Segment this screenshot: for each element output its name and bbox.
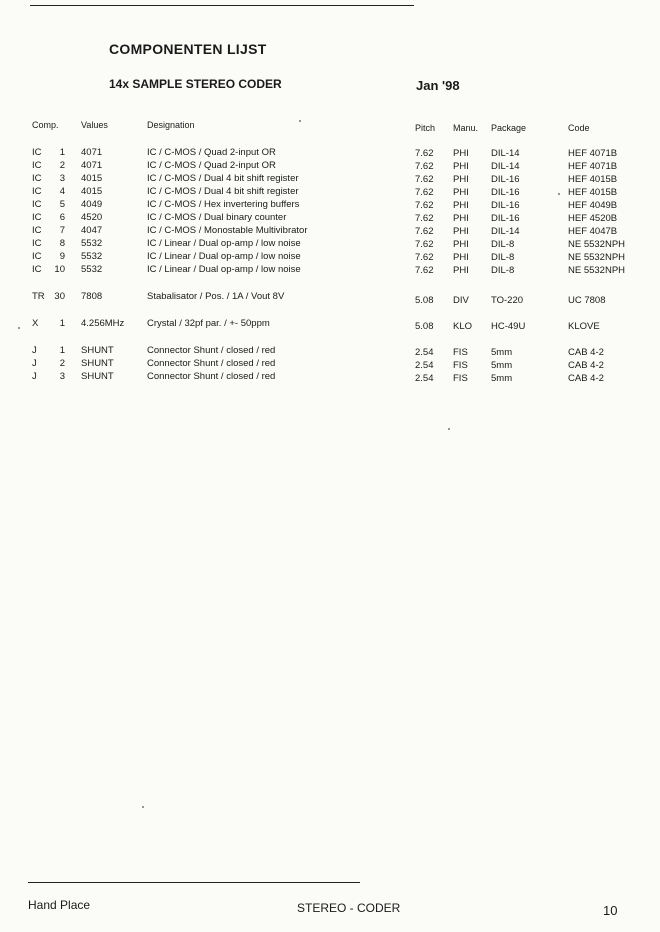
cell-value: SHUNT xyxy=(81,371,114,382)
table-row xyxy=(0,251,660,264)
cell-package: 5mm xyxy=(491,360,513,371)
header-values: Values xyxy=(81,120,108,130)
cell-code: NE 5532NPH xyxy=(568,239,626,250)
cell-comp: IC xyxy=(32,251,42,262)
header-package: Package xyxy=(491,123,527,133)
cell-pitch: 7.62 xyxy=(415,252,434,263)
footer-left: Hand Place xyxy=(28,898,91,912)
cell-value: 4520 xyxy=(81,212,103,223)
cell-code: NE 5532NPH xyxy=(568,265,626,276)
cell-num: 1 xyxy=(59,318,65,329)
cell-manu: PHI xyxy=(453,187,469,198)
footer-center: STEREO - CODER xyxy=(297,901,401,915)
top-rule xyxy=(30,5,414,6)
cell-manu: PHI xyxy=(453,174,469,185)
table-row xyxy=(0,264,660,277)
cell-designation: Connector Shunt / closed / red xyxy=(147,371,276,382)
cell-code: HEF 4520B xyxy=(568,213,618,224)
cell-code: CAB 4-2 xyxy=(568,373,604,384)
cell-value: 5532 xyxy=(81,264,103,275)
cell-package: DIL-16 xyxy=(491,187,520,198)
cell-package: DIL-8 xyxy=(491,239,515,250)
cell-designation: IC / C-MOS / Hex invertering buffers xyxy=(147,199,300,210)
cell-package: DIL-14 xyxy=(491,148,520,159)
cell-designation: Connector Shunt / closed / red xyxy=(147,358,276,369)
scan-speck xyxy=(142,806,144,808)
cell-designation: IC / C-MOS / Quad 2-input OR xyxy=(147,147,276,158)
cell-value: 4.256MHz xyxy=(81,318,125,329)
cell-manu: FIS xyxy=(453,373,468,384)
cell-package: 5mm xyxy=(491,347,513,358)
cell-pitch: 7.62 xyxy=(415,200,434,211)
scan-speck xyxy=(18,327,20,329)
cell-designation: IC / C-MOS / Dual 4 bit shift register xyxy=(147,173,299,184)
cell-pitch: 7.62 xyxy=(415,148,434,159)
cell-pitch: 7.62 xyxy=(415,213,434,224)
scan-speck xyxy=(558,193,560,195)
cell-package: DIL-14 xyxy=(491,161,520,172)
table-row xyxy=(0,358,660,371)
cell-num: 9 xyxy=(59,251,65,262)
cell-designation: IC / C-MOS / Dual binary counter xyxy=(147,212,287,223)
cell-manu: PHI xyxy=(453,252,469,263)
table-row xyxy=(0,199,660,212)
cell-comp: IC xyxy=(32,225,42,236)
header-pitch: Pitch xyxy=(415,123,436,133)
cell-package: 5mm xyxy=(491,373,513,384)
cell-package: DIL-16 xyxy=(491,200,520,211)
cell-num: 7 xyxy=(59,225,65,236)
cell-manu: KLO xyxy=(453,321,473,332)
cell-designation: IC / C-MOS / Dual 4 bit shift register xyxy=(147,186,299,197)
table-row xyxy=(0,345,660,358)
cell-comp: IC xyxy=(32,264,42,275)
cell-value: 4071 xyxy=(81,160,103,171)
cell-package: DIL-8 xyxy=(491,265,515,276)
cell-pitch: 2.54 xyxy=(415,347,434,358)
cell-comp: IC xyxy=(32,147,42,158)
cell-code: NE 5532NPH xyxy=(568,252,626,263)
table-row xyxy=(0,318,660,331)
cell-comp: IC xyxy=(32,173,42,184)
cell-code: KLOVE xyxy=(568,321,600,332)
cell-value: SHUNT xyxy=(81,345,114,356)
cell-code: HEF 4015B xyxy=(568,187,618,198)
cell-pitch: 2.54 xyxy=(415,360,434,371)
cell-pitch: 5.08 xyxy=(415,321,434,332)
cell-pitch: 2.54 xyxy=(415,373,434,384)
cell-code: CAB 4-2 xyxy=(568,360,604,371)
cell-pitch: 7.62 xyxy=(415,187,434,198)
header-designation: Designation xyxy=(147,120,195,130)
cell-manu: FIS xyxy=(453,347,468,358)
cell-num: 2 xyxy=(59,160,65,171)
cell-value: 4015 xyxy=(81,186,103,197)
cell-package: HC-49U xyxy=(491,321,526,332)
cell-code: UC 7808 xyxy=(568,295,606,306)
cell-comp: IC xyxy=(32,199,42,210)
cell-value: SHUNT xyxy=(81,358,114,369)
scan-speck xyxy=(448,428,450,430)
cell-package: DIL-16 xyxy=(491,174,520,185)
scan-speck xyxy=(299,120,301,122)
table-row xyxy=(0,160,660,173)
cell-designation: IC / Linear / Dual op-amp / low noise xyxy=(147,238,301,249)
cell-comp: IC xyxy=(32,160,42,171)
cell-designation: IC / Linear / Dual op-amp / low noise xyxy=(147,264,301,275)
cell-designation: Crystal / 32pf par. / +- 50ppm xyxy=(147,318,270,329)
cell-value: 4049 xyxy=(81,199,103,210)
table-row xyxy=(0,225,660,238)
document-title: COMPONENTEN LIJST xyxy=(109,41,267,57)
cell-value: 5532 xyxy=(81,238,103,249)
cell-pitch: 7.62 xyxy=(415,174,434,185)
cell-designation: IC / Linear / Dual op-amp / low noise xyxy=(147,251,301,262)
cell-num: 3 xyxy=(59,173,65,184)
cell-comp: TR xyxy=(32,291,45,302)
cell-num: 6 xyxy=(59,212,65,223)
table-row xyxy=(0,212,660,225)
cell-code: CAB 4-2 xyxy=(568,347,604,358)
document-date: Jan '98 xyxy=(416,78,460,93)
header-code: Code xyxy=(568,123,590,133)
cell-comp: IC xyxy=(32,238,42,249)
header-comp: Comp. xyxy=(32,120,59,130)
cell-pitch: 7.62 xyxy=(415,161,434,172)
cell-code: HEF 4047B xyxy=(568,226,618,237)
cell-code: HEF 4049B xyxy=(568,200,618,211)
cell-package: TO-220 xyxy=(491,295,524,306)
cell-package: DIL-16 xyxy=(491,213,520,224)
cell-pitch: 7.62 xyxy=(415,239,434,250)
header-manu: Manu. xyxy=(453,123,479,133)
cell-comp: J xyxy=(32,371,37,382)
cell-comp: IC xyxy=(32,212,42,223)
cell-code: HEF 4071B xyxy=(568,161,618,172)
cell-num: 3 xyxy=(59,371,65,382)
cell-code: HEF 4015B xyxy=(568,174,618,185)
cell-comp: X xyxy=(32,318,39,329)
table-row xyxy=(0,291,660,304)
cell-manu: PHI xyxy=(453,213,469,224)
cell-comp: IC xyxy=(32,186,42,197)
cell-value: 4071 xyxy=(81,147,103,158)
cell-manu: PHI xyxy=(453,239,469,250)
cell-package: DIL-8 xyxy=(491,252,515,263)
cell-pitch: 7.62 xyxy=(415,226,434,237)
cell-num: 1 xyxy=(59,345,65,356)
cell-designation: Connector Shunt / closed / red xyxy=(147,345,276,356)
cell-designation: IC / C-MOS / Monostable Multivibrator xyxy=(147,225,308,236)
document-subtitle: 14x SAMPLE STEREO CODER xyxy=(109,77,282,91)
cell-manu: DIV xyxy=(453,295,469,306)
cell-manu: PHI xyxy=(453,200,469,211)
cell-package: DIL-14 xyxy=(491,226,520,237)
cell-num: 5 xyxy=(59,199,65,210)
cell-num: 8 xyxy=(59,238,65,249)
table-row xyxy=(0,173,660,186)
cell-num: 4 xyxy=(59,186,65,197)
cell-manu: FIS xyxy=(453,360,468,371)
cell-value: 4047 xyxy=(81,225,103,236)
cell-value: 5532 xyxy=(81,251,103,262)
table-row xyxy=(0,238,660,251)
cell-manu: PHI xyxy=(453,226,469,237)
cell-comp: J xyxy=(32,345,37,356)
table-row xyxy=(0,371,660,384)
cell-value: 4015 xyxy=(81,173,103,184)
cell-pitch: 5.08 xyxy=(415,295,434,306)
cell-manu: PHI xyxy=(453,161,469,172)
table-row xyxy=(0,186,660,199)
cell-manu: PHI xyxy=(453,265,469,276)
cell-pitch: 7.62 xyxy=(415,265,434,276)
cell-num: 2 xyxy=(59,358,65,369)
cell-designation: IC / C-MOS / Quad 2-input OR xyxy=(147,160,276,171)
cell-num: 30 xyxy=(54,291,65,302)
cell-comp: J xyxy=(32,358,37,369)
bottom-rule xyxy=(28,882,360,883)
cell-designation: Stabalisator / Pos. / 1A / Vout 8V xyxy=(147,291,285,302)
page-number: 10 xyxy=(603,903,618,918)
cell-num: 1 xyxy=(59,147,65,158)
cell-num: 10 xyxy=(54,264,65,275)
cell-value: 7808 xyxy=(81,291,103,302)
cell-code: HEF 4071B xyxy=(568,148,618,159)
cell-manu: PHI xyxy=(453,148,469,159)
table-row xyxy=(0,147,660,160)
